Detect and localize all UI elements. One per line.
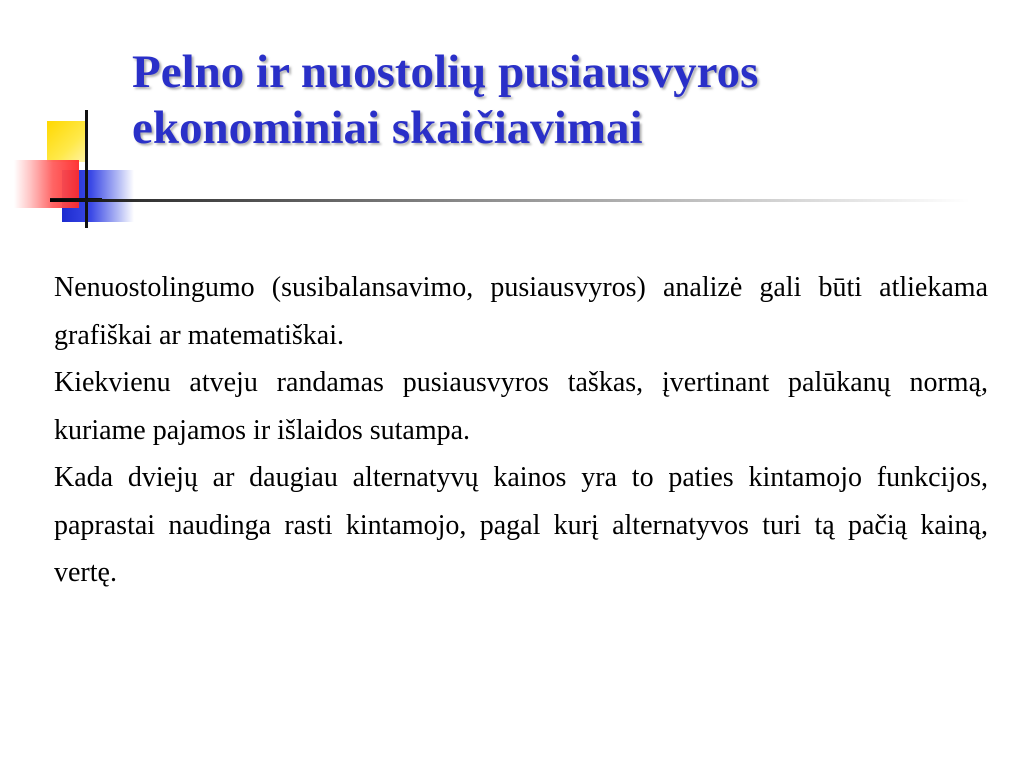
slide-title-line-2: ekonominiai skaičiavimai [132,102,643,154]
crosshair-vertical-line [85,110,88,228]
slide-body [54,264,988,597]
title-divider-line [50,199,970,202]
body-paragraph: Kada dviejų ar daugiau alternatyvų kainos yra to paties kintamojo funkcijos, paprastai naudinga rasti kintamojo, pagal kurį alternatyvos turi tą pačią kainą, vertę. [54,462,988,588]
slide-title [132,44,1012,156]
body-paragraph: Nenuostolingumo (susibalansavimo, pusiausvyros) analizė gali būti atliekama grafiškai ar matematiškai. [54,272,988,351]
yellow-square [47,121,87,162]
body-paragraph: Kiekvienu atveju randamas pusiausvyros taškas, įvertinant palūkanų normą, kuriame pajamos ir išlaidos sutampa. [54,367,988,446]
slide-title-line-1: Pelno ir nuostolių pusiausvyros [132,46,759,98]
decorative-squares-logo [0,100,150,240]
